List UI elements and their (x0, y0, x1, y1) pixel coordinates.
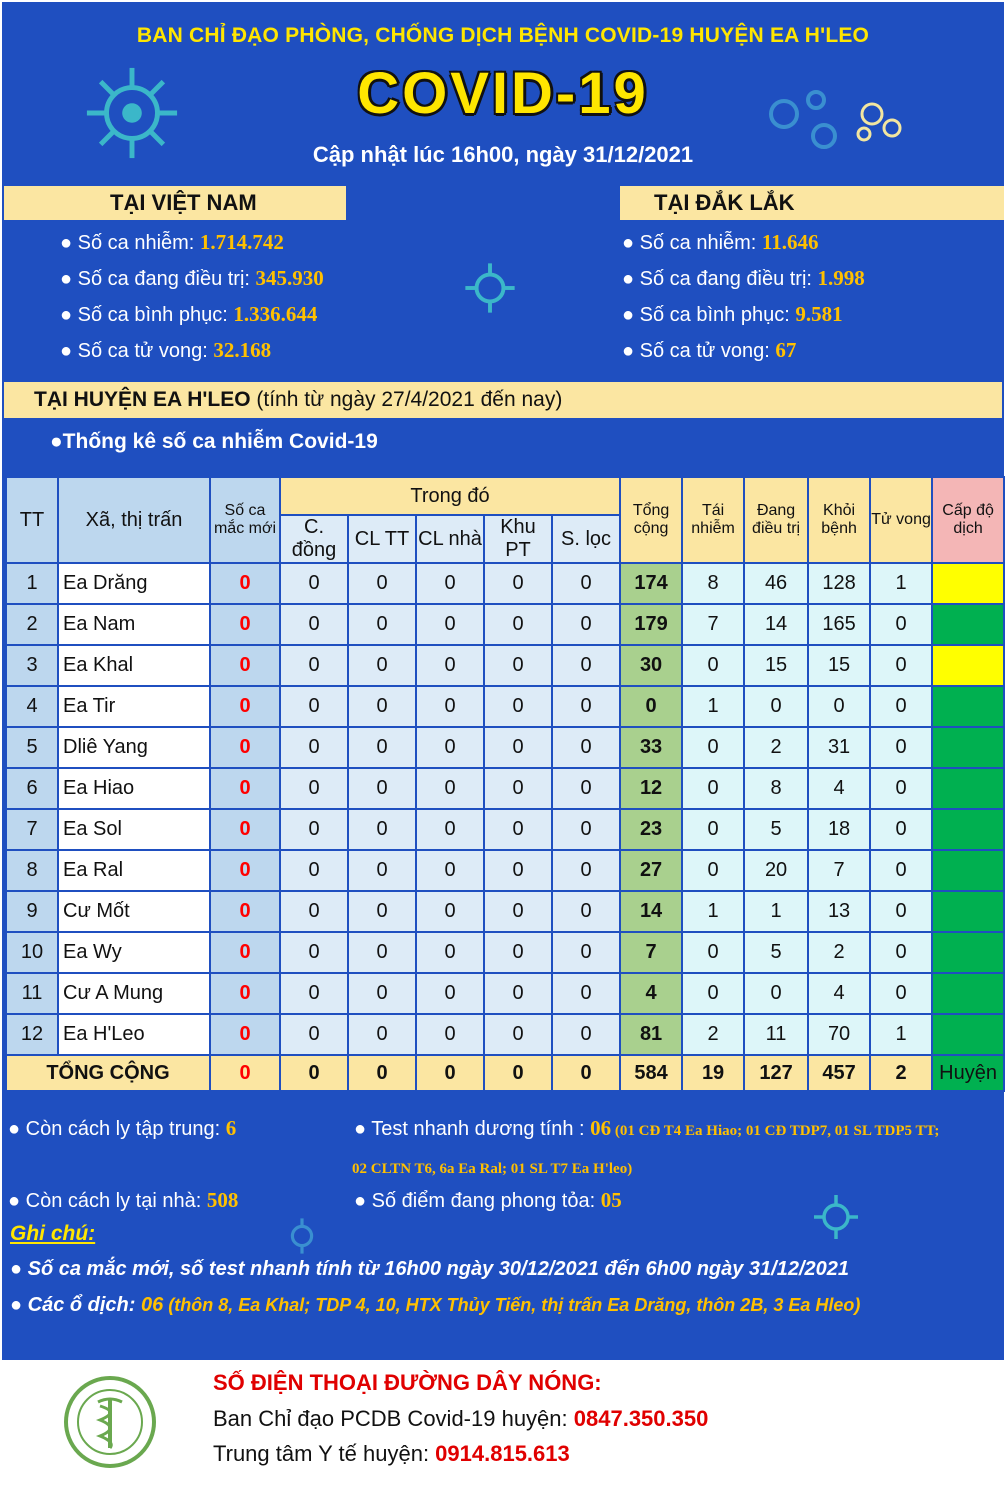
cell-death: 0 (870, 932, 932, 973)
cell-s1: 0 (280, 604, 348, 645)
cell-recov: 18 (808, 809, 870, 850)
cell-s3: 0 (416, 686, 484, 727)
total-cell: 0 (484, 1055, 552, 1091)
table-row (6, 850, 1004, 891)
cell-death: 0 (870, 768, 932, 809)
cell-total: 33 (620, 727, 682, 768)
cell-level (932, 563, 1004, 604)
total-cell: 0 (416, 1055, 484, 1091)
cell-s5: 0 (552, 645, 620, 686)
cell-reinf: 1 (682, 686, 744, 727)
vietnam-title: TẠI VIỆT NAM (4, 186, 346, 220)
cell-name: Ea Ral (58, 850, 210, 891)
cell-tt: 10 (6, 932, 58, 973)
cell-recov: 4 (808, 768, 870, 809)
isolation-central: ● Còn cách ly tập trung: 6 (8, 1116, 237, 1140)
cell-s2: 0 (348, 809, 416, 850)
cell-total: 179 (620, 604, 682, 645)
cell-death: 1 (870, 563, 932, 604)
total-cell: 457 (808, 1055, 870, 1091)
daklak-title: TẠI ĐẮK LẮK (620, 186, 1004, 220)
cell-treat: 0 (744, 973, 808, 1014)
cell-new: 0 (210, 1014, 280, 1055)
header-new: Số ca mắc mới (210, 477, 280, 563)
cell-total: 81 (620, 1014, 682, 1055)
cell-s5: 0 (552, 768, 620, 809)
cell-s5: 0 (552, 850, 620, 891)
steering-phone[interactable]: 0847.350.350 (573, 1406, 709, 1431)
cell-s5: 0 (552, 727, 620, 768)
cell-s2: 0 (348, 686, 416, 727)
cell-total: 4 (620, 973, 682, 1014)
table-row (6, 891, 1004, 932)
cell-s1: 0 (280, 768, 348, 809)
cell-s4: 0 (484, 768, 552, 809)
cell-s2: 0 (348, 932, 416, 973)
cell-s2: 0 (348, 973, 416, 1014)
stat-row: ● Số ca đang điều trị: 345.930 (60, 266, 324, 290)
cell-recov: 0 (808, 686, 870, 727)
cell-s1: 0 (280, 1014, 348, 1055)
cell-reinf: 0 (682, 645, 744, 686)
cell-new: 0 (210, 604, 280, 645)
cell-death: 0 (870, 645, 932, 686)
cell-total: 30 (620, 645, 682, 686)
cell-s5: 0 (552, 809, 620, 850)
hotline-steering: Ban Chỉ đạo PCDB Covid-19 huyện: 0847.350.350 (213, 1406, 709, 1431)
header-treating: Đang điều trị (744, 477, 808, 563)
cell-name: Cư Mốt (58, 891, 210, 932)
total-cell: 0 (348, 1055, 416, 1091)
cell-s1: 0 (280, 891, 348, 932)
cell-tt: 11 (6, 973, 58, 1014)
cell-s1: 0 (280, 809, 348, 850)
cell-level (932, 932, 1004, 973)
cell-level (932, 604, 1004, 645)
header-home-isolation: CL nhà (416, 515, 484, 563)
cell-death: 0 (870, 604, 932, 645)
table-row (6, 809, 1004, 850)
cell-s4: 0 (484, 850, 552, 891)
cell-level (932, 850, 1004, 891)
stat-row: ● Số ca nhiễm: 11.646 (622, 230, 819, 254)
header-community: C. đồng (280, 515, 348, 563)
cell-name: Ea Hiao (58, 768, 210, 809)
vietnam-stats (60, 224, 324, 368)
cell-death: 0 (870, 891, 932, 932)
cell-recov: 128 (808, 563, 870, 604)
header-screening: S. lọc (552, 515, 620, 563)
cell-s3: 0 (416, 891, 484, 932)
virus-small-icon (808, 1192, 864, 1242)
cell-s1: 0 (280, 645, 348, 686)
cell-death: 0 (870, 973, 932, 1014)
cell-s1: 0 (280, 727, 348, 768)
cell-s3: 0 (416, 727, 484, 768)
cell-s4: 0 (484, 563, 552, 604)
cell-s2: 0 (348, 563, 416, 604)
table-row (6, 563, 1004, 604)
cell-s3: 0 (416, 1014, 484, 1055)
cell-s4: 0 (484, 809, 552, 850)
cell-s2: 0 (348, 727, 416, 768)
total-cell: 2 (870, 1055, 932, 1091)
cell-recov: 31 (808, 727, 870, 768)
cell-s2: 0 (348, 1014, 416, 1055)
cell-tt: 8 (6, 850, 58, 891)
total-level: Huyện (932, 1055, 1004, 1091)
isolation-home: ● Còn cách ly tại nhà: 508 (8, 1188, 239, 1212)
table-row (6, 768, 1004, 809)
cell-name: Ea Drăng (58, 563, 210, 604)
hotline-title: SỐ ĐIỆN THOẠI ĐƯỜNG DÂY NÓNG: (213, 1370, 602, 1395)
cell-new: 0 (210, 686, 280, 727)
cell-s4: 0 (484, 932, 552, 973)
cell-reinf: 1 (682, 891, 744, 932)
district-band (4, 382, 1002, 418)
cell-reinf: 0 (682, 973, 744, 1014)
total-cell: 584 (620, 1055, 682, 1091)
district-title: TẠI HUYỆN EA H'LEO (34, 388, 251, 411)
cell-s5: 0 (552, 563, 620, 604)
cell-s1: 0 (280, 563, 348, 604)
cell-reinf: 7 (682, 604, 744, 645)
cell-new: 0 (210, 809, 280, 850)
table-row (6, 1014, 1004, 1055)
cell-recov: 7 (808, 850, 870, 891)
daklak-stats (622, 224, 865, 368)
cell-s1: 0 (280, 850, 348, 891)
cell-treat: 0 (744, 686, 808, 727)
virus-small-icon (282, 1216, 322, 1256)
note-1: ● Số ca mắc mới, số test nhanh tính từ 16h00 ngày 30/12/2021 đến 6h00 ngày 31/12/2021 (10, 1258, 850, 1280)
table-subhead: ●Thống kê số ca nhiễm Covid-19 (50, 430, 378, 453)
header-reinfected: Tái nhiễm (682, 477, 744, 563)
cell-reinf: 8 (682, 563, 744, 604)
cell-reinf: 0 (682, 809, 744, 850)
cell-s4: 0 (484, 645, 552, 686)
cell-s5: 0 (552, 604, 620, 645)
cell-s3: 0 (416, 768, 484, 809)
cell-death: 1 (870, 1014, 932, 1055)
cell-treat: 46 (744, 563, 808, 604)
stat-row: ● Số ca nhiễm: 1.714.742 (60, 230, 284, 254)
cell-new: 0 (210, 645, 280, 686)
cell-reinf: 0 (682, 727, 744, 768)
cell-s3: 0 (416, 850, 484, 891)
cell-name: Ea Wy (58, 932, 210, 973)
cell-new: 0 (210, 891, 280, 932)
cell-s4: 0 (484, 973, 552, 1014)
cell-name: Dliê Yang (58, 727, 210, 768)
medical-center-phone[interactable]: 0914.815.613 (435, 1441, 570, 1466)
cell-total: 27 (620, 850, 682, 891)
cell-tt: 2 (6, 604, 58, 645)
org-title: BAN CHỈ ĐẠO PHÒNG, CHỐNG DỊCH BỆNH COVID-19 HUYỆN EA H'LEO (136, 24, 870, 47)
table-row (6, 645, 1004, 686)
cell-s3: 0 (416, 932, 484, 973)
stat-row: ● Số ca bình phục: 9.581 (622, 302, 843, 326)
cell-tt: 7 (6, 809, 58, 850)
total-cell: 0 (280, 1055, 348, 1091)
header-recovered: Khỏi bệnh (808, 477, 870, 563)
cell-name: Cư A Mung (58, 973, 210, 1014)
rapid-test-detail: 02 CLTN T6, 6a Ea Ral; 01 SL T7 Ea H'leo) (352, 1161, 633, 1177)
cell-treat: 14 (744, 604, 808, 645)
cell-total: 174 (620, 563, 682, 604)
cell-level (932, 809, 1004, 850)
cell-new: 0 (210, 768, 280, 809)
header-level: Cấp độ dịch (932, 477, 1004, 563)
cell-name: Ea Nam (58, 604, 210, 645)
cell-recov: 13 (808, 891, 870, 932)
cell-s5: 0 (552, 932, 620, 973)
cell-s5: 0 (552, 973, 620, 1014)
table-row (6, 932, 1004, 973)
cell-reinf: 0 (682, 932, 744, 973)
header-group: Trong đó (280, 477, 620, 515)
cell-s3: 0 (416, 563, 484, 604)
cell-total: 14 (620, 891, 682, 932)
total-cell: 127 (744, 1055, 808, 1091)
cell-treat: 5 (744, 932, 808, 973)
table-total-row (6, 1055, 1004, 1091)
health-dept-logo (60, 1372, 160, 1472)
virus-small-icon (462, 260, 518, 316)
cell-new: 0 (210, 973, 280, 1014)
note-2: ● Các ổ dịch: 06 (thôn 8, Ea Khal; TDP 4, 10, HTX Thủy Tiến, thị trấn Ea Drăng, thôn 2B, 3 Ea Hleo) (10, 1294, 861, 1316)
cell-recov: 70 (808, 1014, 870, 1055)
header-blockade: Khu PT (484, 515, 552, 563)
table-row (6, 686, 1004, 727)
cell-new: 0 (210, 932, 280, 973)
cell-s3: 0 (416, 645, 484, 686)
cell-name: Ea H'Leo (58, 1014, 210, 1055)
header-deaths: Tử vong (870, 477, 932, 563)
cell-treat: 11 (744, 1014, 808, 1055)
total-cell: 19 (682, 1055, 744, 1091)
header-tt: TT (6, 477, 58, 563)
cell-recov: 15 (808, 645, 870, 686)
poster-background (2, 2, 1004, 1360)
cell-s2: 0 (348, 768, 416, 809)
cell-reinf: 0 (682, 768, 744, 809)
cell-recov: 165 (808, 604, 870, 645)
cell-tt: 3 (6, 645, 58, 686)
cell-treat: 5 (744, 809, 808, 850)
cell-s2: 0 (348, 891, 416, 932)
cell-total: 0 (620, 686, 682, 727)
cell-treat: 1 (744, 891, 808, 932)
cell-total: 23 (620, 809, 682, 850)
cell-reinf: 2 (682, 1014, 744, 1055)
cell-treat: 15 (744, 645, 808, 686)
total-cell: 0 (552, 1055, 620, 1091)
cell-s2: 0 (348, 604, 416, 645)
district-range: (tính từ ngày 27/4/2021 đến nay) (250, 388, 563, 411)
cell-s2: 0 (348, 850, 416, 891)
cell-level (932, 768, 1004, 809)
cell-s5: 0 (552, 1014, 620, 1055)
table-row (6, 973, 1004, 1014)
table-row (6, 727, 1004, 768)
cell-new: 0 (210, 727, 280, 768)
cell-death: 0 (870, 850, 932, 891)
cell-s4: 0 (484, 686, 552, 727)
cell-s4: 0 (484, 604, 552, 645)
cell-new: 0 (210, 563, 280, 604)
cell-tt: 6 (6, 768, 58, 809)
cell-treat: 20 (744, 850, 808, 891)
hotline-medical-center: Trung tâm Y tế huyện: 0914.815.613 (213, 1441, 570, 1466)
cell-treat: 8 (744, 768, 808, 809)
cell-level (932, 973, 1004, 1014)
cell-death: 0 (870, 727, 932, 768)
cell-level (932, 645, 1004, 686)
header-name: Xã, thị trấn (58, 477, 210, 563)
header-total: Tổng cộng (620, 477, 682, 563)
cell-death: 0 (870, 809, 932, 850)
cell-s1: 0 (280, 973, 348, 1014)
cell-s3: 0 (416, 604, 484, 645)
district-table (5, 476, 1005, 1092)
cell-s1: 0 (280, 686, 348, 727)
cell-recov: 2 (808, 932, 870, 973)
rapid-test: ● Test nhanh dương tính : 06 (01 CĐ T4 Ea Hiao; 01 CĐ TDP7, 01 SL TDP5 TT; (354, 1116, 940, 1140)
cell-level (932, 727, 1004, 768)
cell-s3: 0 (416, 973, 484, 1014)
cell-s4: 0 (484, 727, 552, 768)
cell-reinf: 0 (682, 850, 744, 891)
cell-level (932, 1014, 1004, 1055)
stat-row: ● Số ca tử vong: 67 (622, 338, 797, 362)
cell-tt: 12 (6, 1014, 58, 1055)
cell-s4: 0 (484, 891, 552, 932)
cell-new: 0 (210, 850, 280, 891)
cell-recov: 4 (808, 973, 870, 1014)
cell-name: Ea Khal (58, 645, 210, 686)
cell-s5: 0 (552, 891, 620, 932)
header-central-isolation: CL TT (348, 515, 416, 563)
cell-name: Ea Sol (58, 809, 210, 850)
total-label: TỔNG CỘNG (6, 1055, 210, 1091)
cell-s1: 0 (280, 932, 348, 973)
stat-row: ● Số ca tử vong: 32.168 (60, 338, 272, 362)
cell-s3: 0 (416, 809, 484, 850)
cell-level (932, 891, 1004, 932)
update-time: Cập nhật lúc 16h00, ngày 31/12/2021 (312, 142, 694, 167)
cell-tt: 5 (6, 727, 58, 768)
cell-tt: 4 (6, 686, 58, 727)
lockdown-points: ● Số điểm đang phong tỏa: 05 (354, 1188, 622, 1212)
cell-death: 0 (870, 686, 932, 727)
main-title: COVID-19 (357, 61, 649, 126)
cell-level (932, 686, 1004, 727)
cell-name: Ea Tir (58, 686, 210, 727)
cell-tt: 9 (6, 891, 58, 932)
cell-s2: 0 (348, 645, 416, 686)
stat-row: ● Số ca đang điều trị: 1.998 (622, 266, 865, 290)
cell-treat: 2 (744, 727, 808, 768)
table-row (6, 604, 1004, 645)
cell-s5: 0 (552, 686, 620, 727)
notes-title: Ghi chú: (10, 1222, 96, 1245)
cell-s4: 0 (484, 1014, 552, 1055)
cell-total: 7 (620, 932, 682, 973)
total-cell: 0 (210, 1055, 280, 1091)
stat-row: ● Số ca bình phục: 1.336.644 (60, 302, 318, 326)
cell-tt: 1 (6, 563, 58, 604)
cell-total: 12 (620, 768, 682, 809)
